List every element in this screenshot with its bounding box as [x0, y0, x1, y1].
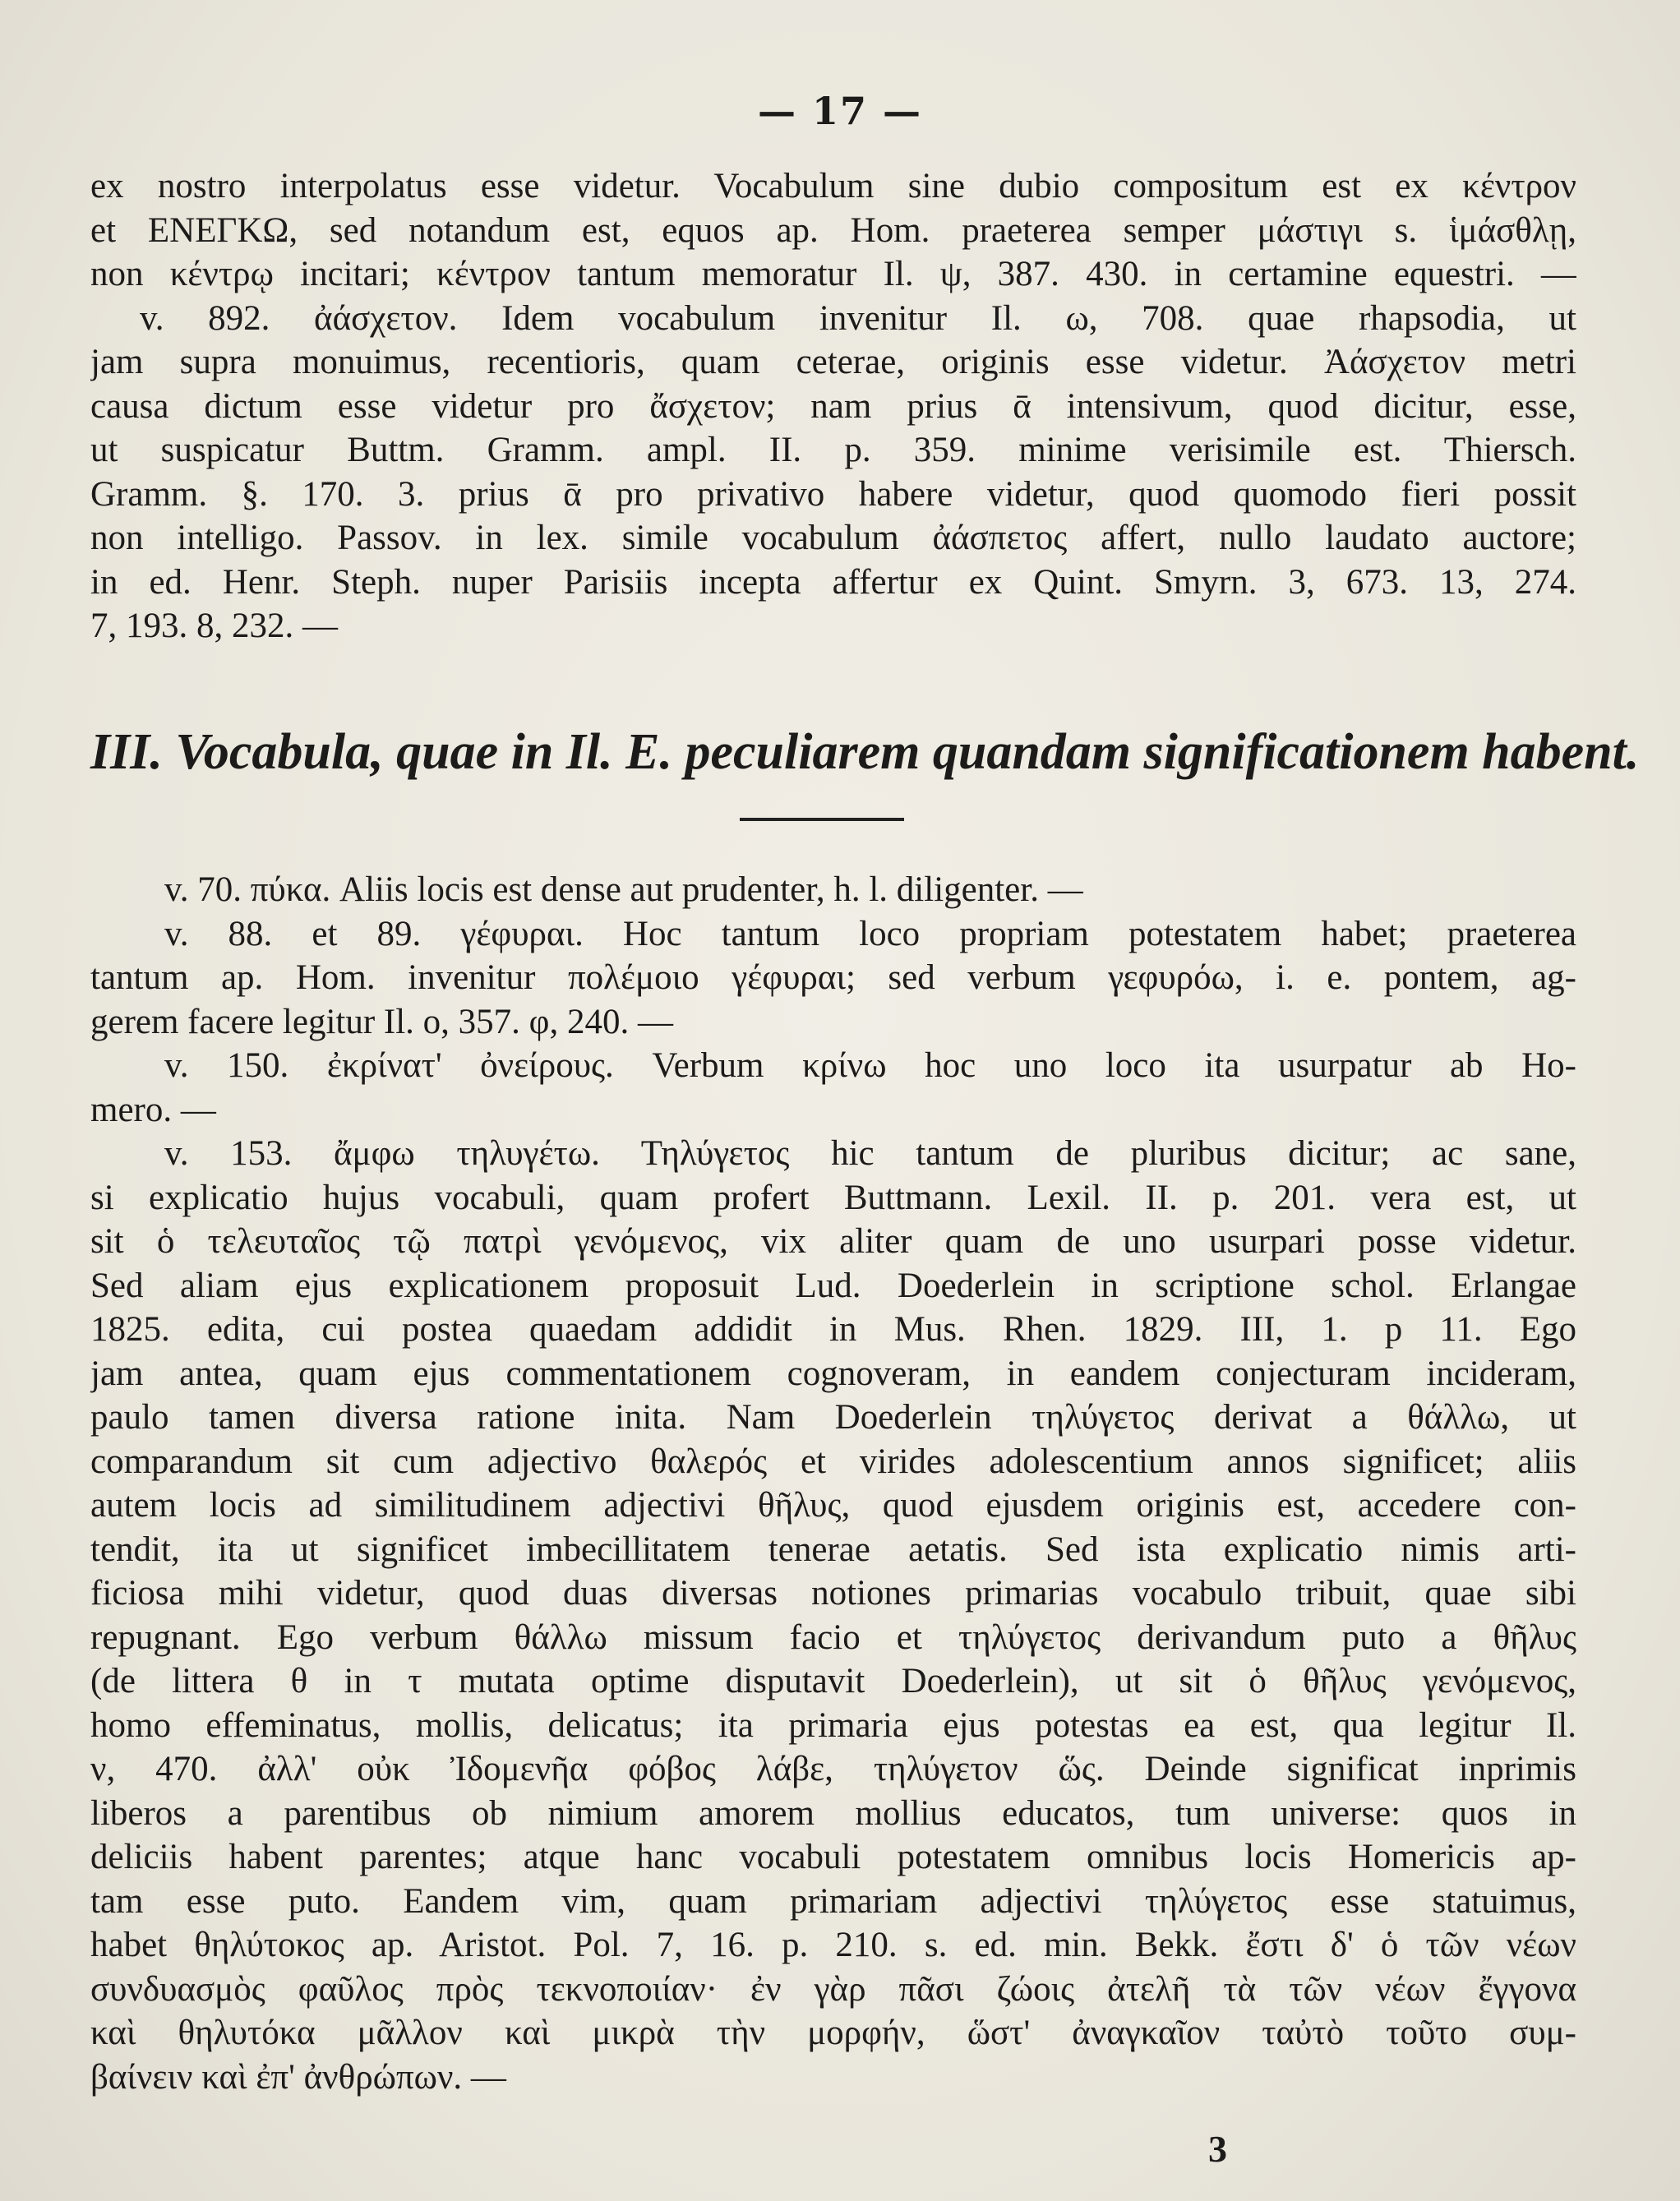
text-line: ex nostro interpolatus esse videtur. Vocabulum sine dubio compositum est ex κέντρον	[90, 167, 1576, 205]
text-line: v. 88. et 89. γέφυραι. Hoc tantum loco propriam potestatem habet; praeterea	[164, 914, 1576, 953]
page-folio: — 17 —	[757, 89, 923, 133]
text-line: in ed. Henr. Steph. nuper Parisiis incepta affertur ex Quint. Smyrn. 3, 673. 13, 274.	[90, 562, 1576, 602]
text-line: 7, 193. 8, 232. —	[90, 607, 338, 645]
text-line: jam antea, quam ejus commentationem cognoveram, in eandem conjecturam incideram,	[90, 1354, 1576, 1393]
text-line: ut suspicatur Buttm. Gramm. ampl. II. p. 359. minime verisimile est. Thiersch.	[90, 431, 1576, 469]
text-line: homo effeminatus, mollis, delicatus; ita primaria ejus potestas ea est, qua legitur Il.	[90, 1705, 1576, 1745]
text-line: non intelligo. Passov. in lex. simile vocabulum ἀάσπετος affert, nullo laudato auctore;	[90, 519, 1576, 557]
text-line: ficiosa mihi videtur, quod duas diversas notiones primarias vocabulo tribuit, quae sibi	[90, 1574, 1576, 1613]
text-line: v. 150. ἐκρίνατ' ὀνείρους. Verbum κρίνω hoc uno loco ita usurpatur ab Ho-	[164, 1046, 1576, 1085]
text-line: βαίνειν καὶ ἐπ' ἀνθρώπων. —	[90, 2057, 506, 2097]
text-line: v. 70. πύκα. Aliis locis est dense aut prudenter, h. l. diligenter. —	[164, 870, 1083, 909]
text-line: Sed aliam ejus explicationem proposuit Lud. Doederlein in scriptione schol. Erlangae	[90, 1266, 1576, 1305]
text-line: habet θηλύτοκος ap. Aristot. Pol. 7, 16. p. 210. s. ed. min. Bekk. ἔστι δ' ὁ τῶν νέων	[90, 1926, 1576, 1964]
text-line: συνδυασμὸς φαῦλος πρὸς τεκνοποιίαν· ἐν γὰρ πᾶσι ζώοις ἀτελῆ τὰ τῶν νέων ἔγγονα	[90, 1969, 1576, 2009]
text-line: v. 153. ἄμφω τηλυγέτω. Τηλύγετος hic tantum de pluribus dicitur; ac sane,	[164, 1134, 1576, 1173]
text-block-continuation	[90, 164, 1576, 648]
text-line: comparandum sit cum adjectivo θαλερός et virides adolescentium annos significet; aliis	[90, 1442, 1576, 1481]
text-line: liberos a parentibus ob nimium amorem mollius educatos, tum universe: quos in	[90, 1793, 1576, 1833]
text-line: Gramm. §. 170. 3. prius ᾱ pro privativo habere videtur, quod quomodo fieri possit	[90, 474, 1576, 514]
text-line: autem locis ad similitudinem adjectivi θῆλυς, quod ejusdem originis est, accedere con-	[90, 1486, 1576, 1525]
text-line: si explicatio hujus vocabuli, quam profert Buttmann. Lexil. II. p. 201. vera est, ut	[90, 1178, 1576, 1217]
text-line: jam supra monuimus, recentioris, quam ceterae, originis esse videtur. Ἀάσχετον metri	[90, 343, 1576, 381]
text-line: ν, 470. ἀλλ' οὐκ Ἰδομενῆα φόβος λάβε, τηλύγετον ὥς. Deinde significat inprimis	[90, 1750, 1576, 1788]
text-line: non κέντρῳ incitari; κέντρον tantum memoratur Il. ψ, 387. 430. in certamine equestri. —	[90, 255, 1576, 293]
text-line: 1825. edita, cui postea quaedam addidit in Mus. Rhen. 1829. III, 1. p 11. Ego	[90, 1310, 1576, 1349]
text-line: paulo tamen diversa ratione inita. Nam Doederlein τηλύγετος derivat a θάλλω, ut	[90, 1398, 1576, 1437]
text-line: καὶ θηλυτόκα μᾶλλον καὶ μικρὰ τὴν μορφήν, ὥστ' ἀναγκαῖον ταὐτὸ τοῦτο συμ-	[90, 2014, 1576, 2052]
section-heading: III. Vocabula, quae in Il. E. peculiarem quandam significationem habent.	[90, 724, 1640, 780]
text-line: tantum ap. Hom. invenitur πολέμοιο γέφυραι; sed verbum γεφυρόω, i. e. pontem, ag-	[90, 958, 1576, 997]
heading-rule	[740, 818, 904, 821]
text-block-vocabula	[90, 868, 1576, 2099]
text-line: (de littera θ in τ mutata optime disputavit Doederlein), ut sit ὁ θῆλυς γενόμενος,	[90, 1662, 1576, 1700]
page-number: 3	[1208, 2128, 1227, 2170]
text-line: v. 892. ἀάσχετον. Idem vocabulum invenitur Il. ω, 708. quae rhapsodia, ut	[140, 298, 1576, 338]
text-line: sit ὁ τελευταῖος τῷ πατρὶ γενόμενος, vix aliter quam de uno usurpari posse videtur.	[90, 1222, 1576, 1261]
text-line: mero. —	[90, 1090, 216, 1129]
text-line: tam esse puto. Eandem vim, quam primariam adjectivi τηλύγετος esse statuimus,	[90, 1881, 1576, 1921]
text-line: et ΕΝΕΓΚΩ, sed notandum est, equos ap. Hom. praeterea semper μάστιγι s. ἱμάσθλῃ,	[90, 210, 1576, 250]
text-line: repugnant. Ego verbum θάλλω missum facio et τηλύγετος derivandum puto a θῆλυς	[90, 1617, 1576, 1657]
text-line: deliciis habent parentes; atque hanc vocabuli potestatem omnibus locis Homericis ap-	[90, 1838, 1576, 1876]
text-line: causa dictum esse videtur pro ἄσχετον; nam prius ᾱ intensivum, quod dicitur, esse,	[90, 386, 1576, 426]
text-line: gerem facere legitur Il. ο, 357. φ, 240. —	[90, 1002, 673, 1041]
text-line: tendit, ita ut significet imbecillitatem tenerae aetatis. Sed ista explicatio nimis arti-	[90, 1530, 1576, 1569]
